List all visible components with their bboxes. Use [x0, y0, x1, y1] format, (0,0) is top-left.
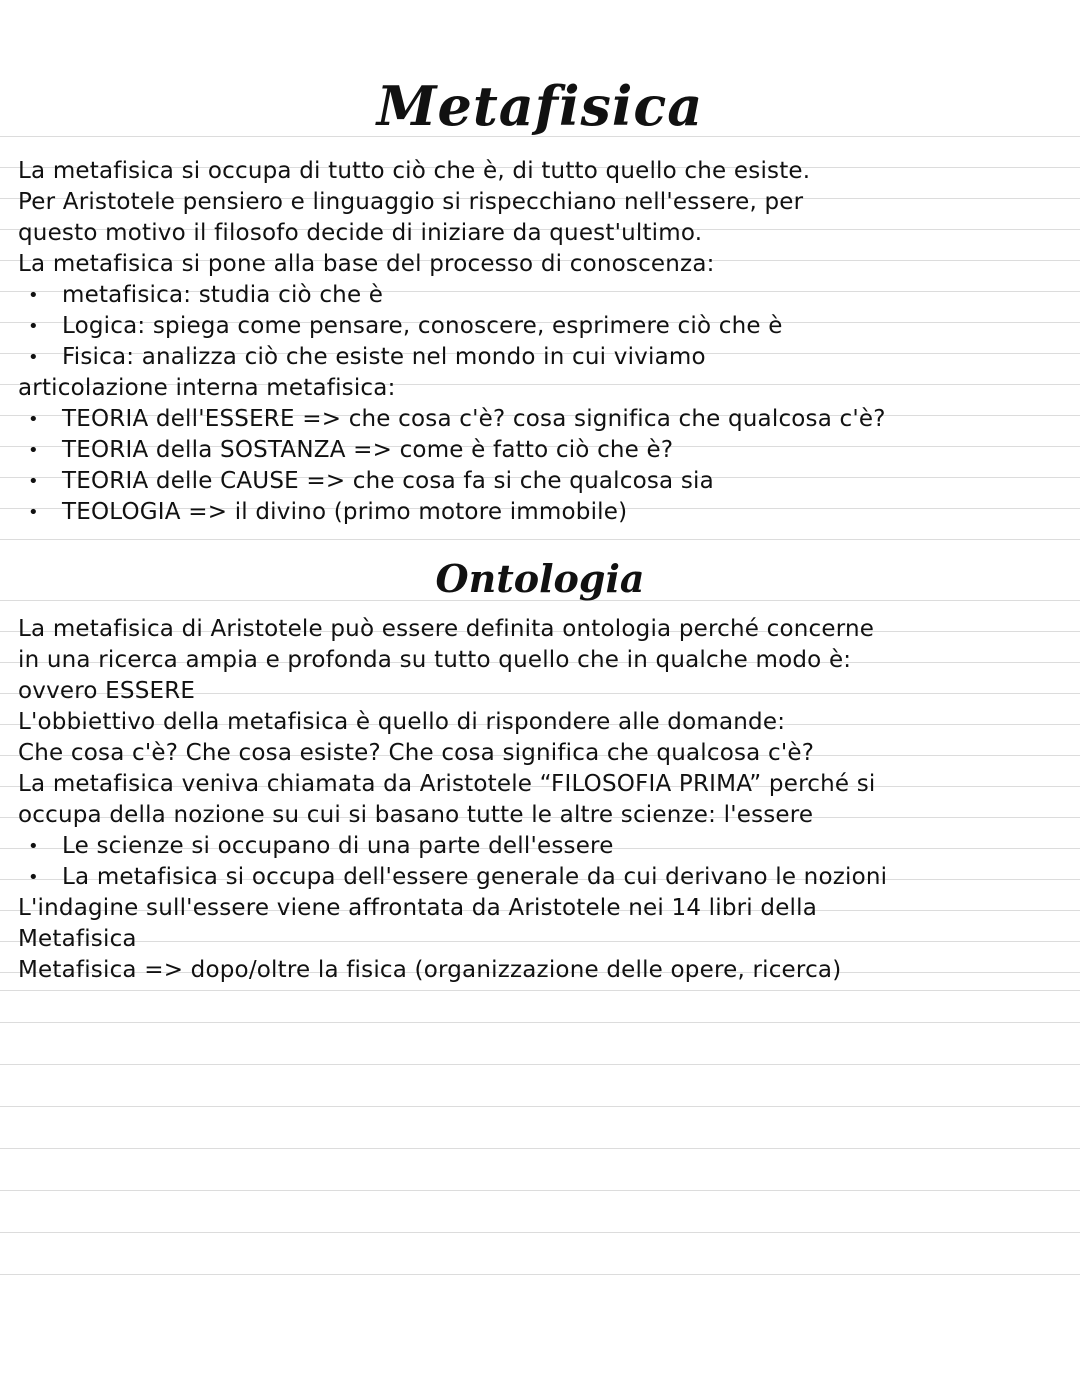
list-item — [18, 497, 1068, 528]
list-item-text: • Fisica: analizza ciò che esiste nel mondo in cui viviamo — [62, 344, 706, 370]
list-item — [18, 342, 1068, 373]
paragraph-line: L'indagine sull'essere viene affrontata da Aristotele nei 14 libri della — [18, 895, 818, 921]
list-item-text: • Logica: spiega come pensare, conoscere, esprimere ciò che è — [62, 313, 783, 339]
list-item-text: • TEORIA della SOSTANZA => come è fatto ciò che è? — [62, 437, 674, 463]
list-item — [18, 435, 1068, 466]
paragraph-line: La metafisica veniva chiamata da Aristotele “FILOSOFIA PRIMA” perché si — [18, 771, 876, 797]
list-item — [18, 280, 1068, 311]
paragraph-line: ovvero ESSERE — [18, 678, 196, 704]
section-title: Ontologia — [435, 556, 645, 601]
paragraph-line: occupa della nozione su cui si basano tutte le altre scienze: l'essere — [18, 802, 814, 828]
list-item-text: • TEOLOGIA => il divino (primo motore immobile) — [62, 499, 628, 525]
paragraph-line: articolazione interna metafisica: — [18, 375, 396, 401]
list-item — [18, 831, 1068, 862]
paragraph-line: Per Aristotele pensiero e linguaggio si rispecchiano nell'essere, per — [18, 189, 804, 215]
section-metafisica — [18, 156, 1068, 528]
page-title: Metafisica — [376, 74, 704, 138]
list-item-text: • TEORIA dell'ESSERE => che cosa c'è? cosa significa che qualcosa c'è? — [62, 406, 886, 432]
list-item-text: • TEORIA delle CAUSE => che cosa fa si che qualcosa sia — [62, 468, 714, 494]
list-item-text: • Le scienze si occupano di una parte dell'essere — [62, 833, 614, 859]
paragraph-line: L'obbiettivo della metafisica è quello di rispondere alle domande: — [18, 709, 786, 735]
paragraph-line: Metafisica — [18, 926, 137, 952]
paragraph-line: questo motivo il filosofo decide di iniziare da quest'ultimo. — [18, 220, 703, 246]
paragraph-line: La metafisica si pone alla base del processo di conoscenza: — [18, 251, 715, 277]
list-item — [18, 466, 1068, 497]
paragraph-line: Che cosa c'è? Che cosa esiste? Che cosa significa che qualcosa c'è? — [18, 740, 815, 766]
paragraph-line: Metafisica => dopo/oltre la fisica (organizzazione delle opere, ricerca) — [18, 957, 842, 983]
list-item-text: • La metafisica si occupa dell'essere generale da cui derivano le nozioni — [62, 864, 888, 890]
list-item — [18, 311, 1068, 342]
list-item — [18, 862, 1068, 893]
paragraph-line: La metafisica di Aristotele può essere definita ontologia perché concerne — [18, 616, 875, 642]
list-item — [18, 404, 1068, 435]
section-ontologia — [18, 614, 1068, 986]
paragraph-line: La metafisica si occupa di tutto ciò che è, di tutto quello che esiste. — [18, 158, 811, 184]
list-item-text: • metafisica: studia ciò che è — [62, 282, 384, 308]
paragraph-line: in una ricerca ampia e profonda su tutto quello che in qualche modo è: — [18, 647, 852, 673]
